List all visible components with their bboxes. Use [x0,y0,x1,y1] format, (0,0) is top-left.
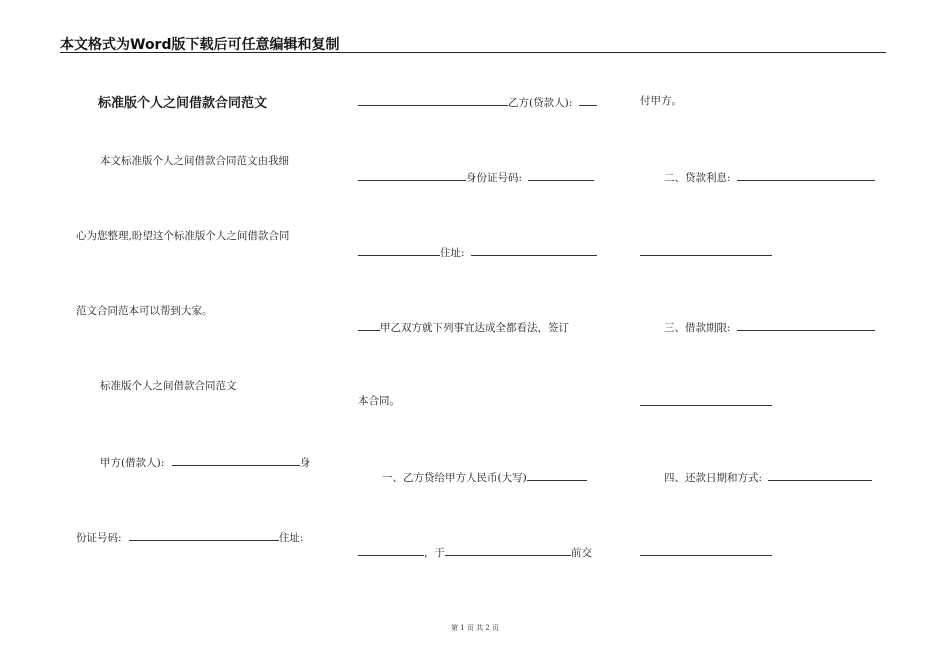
repay-blank[interactable] [768,469,872,481]
clause-1-text: 一、乙方贷给甲方人民币(大写) [382,472,527,484]
party-a-address-blank[interactable] [358,94,508,106]
party-a-label: 甲方(借款人): [100,457,165,469]
party-a-tail: 身 [299,457,311,469]
party-a-line [100,454,310,470]
party-a-name-blank[interactable] [172,454,300,466]
party-b-label: 乙方(贷款人): [508,97,573,109]
party-b-id-blank[interactable] [528,169,594,181]
repay-line-2 [640,544,772,560]
loan-amount-blank-2[interactable] [358,544,424,556]
page-footer: 第 1 页 共 2 页 [450,624,500,632]
party-a-id-blank[interactable] [129,529,279,541]
term-line [664,319,875,335]
party-a-id-line [76,529,303,545]
term-blank[interactable] [737,319,875,331]
party-b-name-blank[interactable] [579,94,597,106]
clause-1-date-line [358,544,592,560]
party-b-address-blank-2[interactable] [358,319,380,331]
intro-line-2: 心为您整理,盼望这个标准版个人之间借款合同 [76,230,290,242]
party-b-address-blank[interactable] [471,244,597,256]
party-b-address-line [358,244,597,260]
repay-blank-2[interactable] [640,544,772,556]
interest-line-2 [640,244,772,260]
party-a-id-label: 份证号码: [76,532,122,544]
clause-1-on: ，于 [424,547,445,559]
party-b-id-line [358,169,594,185]
pay-text: 付甲方。 [640,95,682,107]
repay-line [664,469,872,485]
party-b-id-label: 身份证号码: [466,172,523,184]
party-b-line [358,94,597,110]
party-b-address-label: 住址: [440,247,465,259]
clause-1-before: 前交 [571,547,592,559]
agreement-line [358,319,569,335]
header-rule [60,52,886,53]
term-blank-2[interactable] [640,394,772,406]
subtitle-line: 标准版个人之间借款合同范文 [100,380,237,392]
repay-label: 四、还款日期和方式: [664,472,763,484]
interest-blank-2[interactable] [640,244,772,256]
party-a-address-label: 住址: [278,532,304,544]
delivery-date-blank[interactable] [445,544,571,556]
intro-line-1: 本文标准版个人之间借款合同范文由我细 [100,155,289,167]
document-title: 标准版个人之间借款合同范文 [98,96,268,111]
clause-1-line [382,469,587,485]
interest-blank[interactable] [737,169,875,181]
agreement-text-2: 本合同。 [358,395,400,407]
party-b-id-blank-2[interactable] [358,244,440,256]
interest-line [664,169,875,185]
term-label: 三、借款期限: [664,322,731,334]
loan-amount-blank[interactable] [527,469,587,481]
intro-line-3: 范文合同范本可以帮到大家。 [76,305,213,317]
party-b-name-blank-2[interactable] [358,169,466,181]
interest-label: 二、贷款利息: [664,172,731,184]
term-line-2 [640,394,772,410]
agreement-text: 甲乙双方就下列事宜达成全都看法，签订 [380,322,569,334]
document-header: 本文格式为Word版下载后可任意编辑和复制 [60,37,340,53]
